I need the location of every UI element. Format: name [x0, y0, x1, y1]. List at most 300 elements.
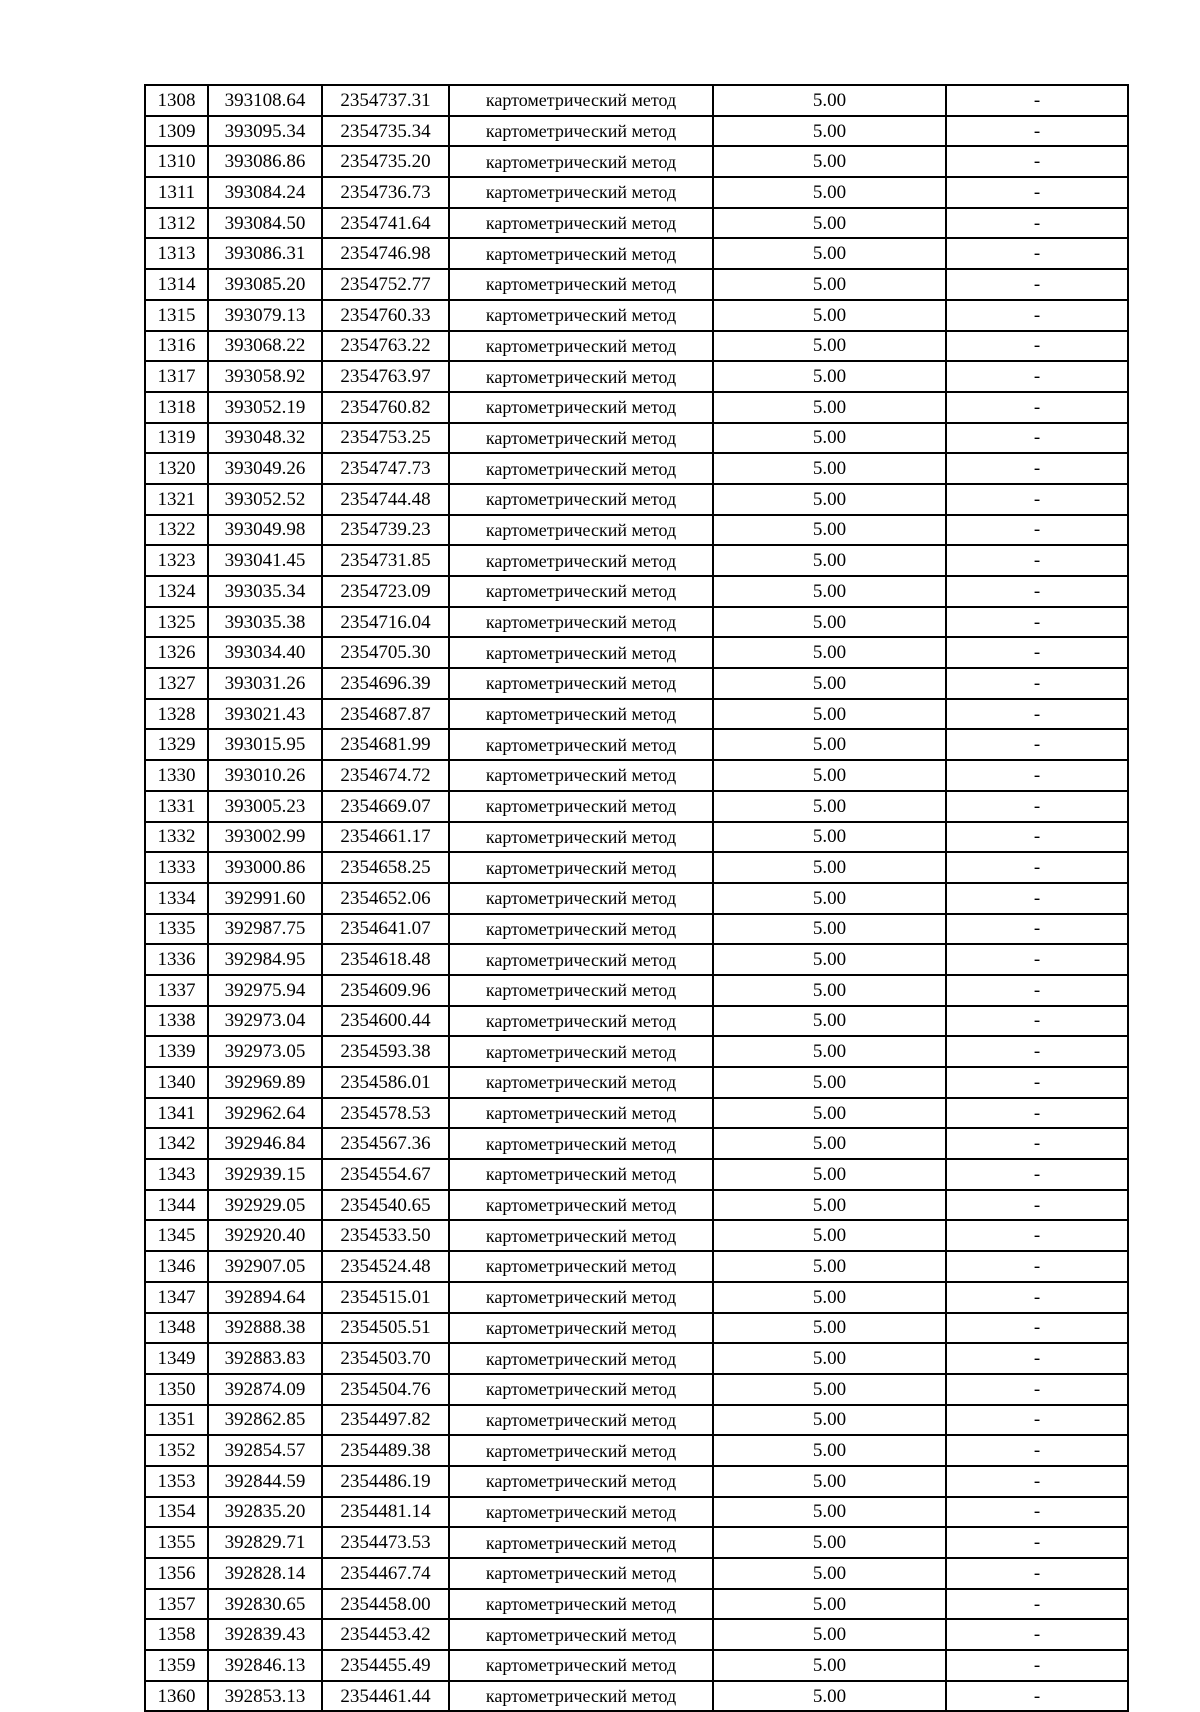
- point-number-cell: 1338: [145, 1006, 208, 1037]
- y-coordinate-cell: 2354524.48: [322, 1251, 449, 1282]
- x-coordinate-cell: 392975.94: [208, 975, 322, 1006]
- accuracy-cell: 5.00: [713, 1036, 946, 1067]
- x-coordinate-cell: 393048.32: [208, 423, 322, 454]
- point-number-cell: 1356: [145, 1558, 208, 1589]
- accuracy-cell: 5.00: [713, 208, 946, 239]
- x-coordinate-cell: 392839.43: [208, 1619, 322, 1650]
- table-row: [145, 1067, 1128, 1098]
- accuracy-cell: 5.00: [713, 269, 946, 300]
- x-coordinate-cell: 392894.64: [208, 1282, 322, 1313]
- table-row: [145, 85, 1128, 116]
- method-cell: картометрический метод: [449, 791, 713, 822]
- table-row: [145, 1313, 1128, 1344]
- accuracy-cell: 5.00: [713, 1619, 946, 1650]
- table-row: [145, 1435, 1128, 1466]
- description-cell: -: [946, 1190, 1128, 1221]
- accuracy-cell: 5.00: [713, 1313, 946, 1344]
- accuracy-cell: 5.00: [713, 85, 946, 116]
- point-number-cell: 1320: [145, 453, 208, 484]
- description-cell: -: [946, 1067, 1128, 1098]
- x-coordinate-cell: 392862.85: [208, 1405, 322, 1436]
- point-number-cell: 1350: [145, 1374, 208, 1405]
- table-row: [145, 668, 1128, 699]
- y-coordinate-cell: 2354652.06: [322, 883, 449, 914]
- accuracy-cell: 5.00: [713, 1006, 946, 1037]
- x-coordinate-cell: 393034.40: [208, 637, 322, 668]
- table-row: [145, 116, 1128, 147]
- table-row: [145, 484, 1128, 515]
- point-number-cell: 1342: [145, 1128, 208, 1159]
- table-row: [145, 1558, 1128, 1589]
- accuracy-cell: 5.00: [713, 1282, 946, 1313]
- table-row: [145, 729, 1128, 760]
- y-coordinate-cell: 2354618.48: [322, 944, 449, 975]
- x-coordinate-cell: 392969.89: [208, 1067, 322, 1098]
- point-number-cell: 1331: [145, 791, 208, 822]
- y-coordinate-cell: 2354641.07: [322, 914, 449, 945]
- method-cell: картометрический метод: [449, 914, 713, 945]
- y-coordinate-cell: 2354737.31: [322, 85, 449, 116]
- table-row: [145, 1036, 1128, 1067]
- x-coordinate-cell: 393084.50: [208, 208, 322, 239]
- point-number-cell: 1359: [145, 1650, 208, 1681]
- method-cell: картометрический метод: [449, 1558, 713, 1589]
- table-row: [145, 1128, 1128, 1159]
- x-coordinate-cell: 392946.84: [208, 1128, 322, 1159]
- table-row: [145, 1282, 1128, 1313]
- accuracy-cell: 5.00: [713, 1466, 946, 1497]
- point-number-cell: 1324: [145, 576, 208, 607]
- x-coordinate-cell: 392973.04: [208, 1006, 322, 1037]
- description-cell: -: [946, 1128, 1128, 1159]
- y-coordinate-cell: 2354747.73: [322, 453, 449, 484]
- method-cell: картометрический метод: [449, 484, 713, 515]
- table-row: [145, 300, 1128, 331]
- description-cell: -: [946, 1619, 1128, 1650]
- y-coordinate-cell: 2354600.44: [322, 1006, 449, 1037]
- x-coordinate-cell: 393079.13: [208, 300, 322, 331]
- point-number-cell: 1348: [145, 1313, 208, 1344]
- point-number-cell: 1352: [145, 1435, 208, 1466]
- table-row: [145, 883, 1128, 914]
- x-coordinate-cell: 393068.22: [208, 331, 322, 362]
- x-coordinate-cell: 393035.34: [208, 576, 322, 607]
- method-cell: картометрический метод: [449, 699, 713, 730]
- description-cell: -: [946, 484, 1128, 515]
- y-coordinate-cell: 2354533.50: [322, 1220, 449, 1251]
- point-number-cell: 1330: [145, 760, 208, 791]
- point-number-cell: 1345: [145, 1220, 208, 1251]
- accuracy-cell: 5.00: [713, 914, 946, 945]
- method-cell: картометрический метод: [449, 975, 713, 1006]
- accuracy-cell: 5.00: [713, 545, 946, 576]
- table-row: [145, 1006, 1128, 1037]
- y-coordinate-cell: 2354731.85: [322, 545, 449, 576]
- x-coordinate-cell: 392830.65: [208, 1589, 322, 1620]
- description-cell: -: [946, 1220, 1128, 1251]
- table-row: [145, 208, 1128, 239]
- x-coordinate-cell: 393005.23: [208, 791, 322, 822]
- y-coordinate-cell: 2354505.51: [322, 1313, 449, 1344]
- description-cell: -: [946, 1589, 1128, 1620]
- x-coordinate-cell: 393015.95: [208, 729, 322, 760]
- table-row: [145, 269, 1128, 300]
- point-number-cell: 1358: [145, 1619, 208, 1650]
- y-coordinate-cell: 2354739.23: [322, 515, 449, 546]
- x-coordinate-cell: 393086.86: [208, 146, 322, 177]
- y-coordinate-cell: 2354669.07: [322, 791, 449, 822]
- x-coordinate-cell: 392962.64: [208, 1098, 322, 1129]
- x-coordinate-cell: 392883.83: [208, 1343, 322, 1374]
- table-row: [145, 177, 1128, 208]
- method-cell: картометрический метод: [449, 1497, 713, 1528]
- y-coordinate-cell: 2354661.17: [322, 822, 449, 853]
- y-coordinate-cell: 2354593.38: [322, 1036, 449, 1067]
- method-cell: картометрический метод: [449, 1343, 713, 1374]
- table-row: [145, 545, 1128, 576]
- table-row: [145, 914, 1128, 945]
- point-number-cell: 1340: [145, 1067, 208, 1098]
- point-number-cell: 1333: [145, 852, 208, 883]
- accuracy-cell: 5.00: [713, 146, 946, 177]
- point-number-cell: 1353: [145, 1466, 208, 1497]
- point-number-cell: 1312: [145, 208, 208, 239]
- description-cell: -: [946, 1098, 1128, 1129]
- y-coordinate-cell: 2354705.30: [322, 637, 449, 668]
- method-cell: картометрический метод: [449, 146, 713, 177]
- x-coordinate-cell: 393035.38: [208, 607, 322, 638]
- point-number-cell: 1323: [145, 545, 208, 576]
- accuracy-cell: 5.00: [713, 331, 946, 362]
- accuracy-cell: 5.00: [713, 1128, 946, 1159]
- x-coordinate-cell: 393084.24: [208, 177, 322, 208]
- method-cell: картометрический метод: [449, 1527, 713, 1558]
- method-cell: картометрический метод: [449, 331, 713, 362]
- point-number-cell: 1355: [145, 1527, 208, 1558]
- table-row: [145, 453, 1128, 484]
- x-coordinate-cell: 393049.98: [208, 515, 322, 546]
- method-cell: картометрический метод: [449, 1681, 713, 1712]
- x-coordinate-cell: 393002.99: [208, 822, 322, 853]
- accuracy-cell: 5.00: [713, 760, 946, 791]
- description-cell: -: [946, 392, 1128, 423]
- point-number-cell: 1316: [145, 331, 208, 362]
- description-cell: -: [946, 852, 1128, 883]
- method-cell: картометрический метод: [449, 300, 713, 331]
- point-number-cell: 1308: [145, 85, 208, 116]
- description-cell: -: [946, 637, 1128, 668]
- accuracy-cell: 5.00: [713, 1343, 946, 1374]
- accuracy-cell: 5.00: [713, 1435, 946, 1466]
- y-coordinate-cell: 2354489.38: [322, 1435, 449, 1466]
- point-number-cell: 1357: [145, 1589, 208, 1620]
- table-row: [145, 760, 1128, 791]
- y-coordinate-cell: 2354486.19: [322, 1466, 449, 1497]
- method-cell: картометрический метод: [449, 116, 713, 147]
- accuracy-cell: 5.00: [713, 1650, 946, 1681]
- table-row: [145, 975, 1128, 1006]
- table-row: [145, 637, 1128, 668]
- method-cell: картометрический метод: [449, 208, 713, 239]
- x-coordinate-cell: 392835.20: [208, 1497, 322, 1528]
- point-number-cell: 1336: [145, 944, 208, 975]
- table-row: [145, 1466, 1128, 1497]
- table-row: [145, 1251, 1128, 1282]
- table-row: [145, 1405, 1128, 1436]
- accuracy-cell: 5.00: [713, 515, 946, 546]
- table-row: [145, 607, 1128, 638]
- table-row: [145, 146, 1128, 177]
- x-coordinate-cell: 392984.95: [208, 944, 322, 975]
- y-coordinate-cell: 2354658.25: [322, 852, 449, 883]
- accuracy-cell: 5.00: [713, 1589, 946, 1620]
- table-row: [145, 822, 1128, 853]
- accuracy-cell: 5.00: [713, 423, 946, 454]
- y-coordinate-cell: 2354458.00: [322, 1589, 449, 1620]
- x-coordinate-cell: 393108.64: [208, 85, 322, 116]
- point-number-cell: 1322: [145, 515, 208, 546]
- description-cell: -: [946, 208, 1128, 239]
- accuracy-cell: 5.00: [713, 1558, 946, 1589]
- accuracy-cell: 5.00: [713, 300, 946, 331]
- y-coordinate-cell: 2354586.01: [322, 1067, 449, 1098]
- table-row: [145, 1190, 1128, 1221]
- method-cell: картометрический метод: [449, 1067, 713, 1098]
- description-cell: -: [946, 331, 1128, 362]
- method-cell: картометрический метод: [449, 269, 713, 300]
- description-cell: -: [946, 1282, 1128, 1313]
- description-cell: -: [946, 177, 1128, 208]
- description-cell: -: [946, 1466, 1128, 1497]
- point-number-cell: 1325: [145, 607, 208, 638]
- x-coordinate-cell: 393031.26: [208, 668, 322, 699]
- description-cell: -: [946, 1343, 1128, 1374]
- y-coordinate-cell: 2354578.53: [322, 1098, 449, 1129]
- point-number-cell: 1344: [145, 1190, 208, 1221]
- method-cell: картометрический метод: [449, 545, 713, 576]
- x-coordinate-cell: 392846.13: [208, 1650, 322, 1681]
- point-number-cell: 1349: [145, 1343, 208, 1374]
- method-cell: картометрический метод: [449, 1036, 713, 1067]
- accuracy-cell: 5.00: [713, 484, 946, 515]
- accuracy-cell: 5.00: [713, 1527, 946, 1558]
- description-cell: -: [946, 116, 1128, 147]
- x-coordinate-cell: 393041.45: [208, 545, 322, 576]
- method-cell: картометрический метод: [449, 1313, 713, 1344]
- accuracy-cell: 5.00: [713, 699, 946, 730]
- table-row: [145, 1527, 1128, 1558]
- method-cell: картометрический метод: [449, 238, 713, 269]
- description-cell: -: [946, 1036, 1128, 1067]
- description-cell: -: [946, 883, 1128, 914]
- y-coordinate-cell: 2354681.99: [322, 729, 449, 760]
- y-coordinate-cell: 2354455.49: [322, 1650, 449, 1681]
- description-cell: -: [946, 545, 1128, 576]
- x-coordinate-cell: 392920.40: [208, 1220, 322, 1251]
- table-row: [145, 392, 1128, 423]
- point-number-cell: 1334: [145, 883, 208, 914]
- y-coordinate-cell: 2354473.53: [322, 1527, 449, 1558]
- y-coordinate-cell: 2354735.20: [322, 146, 449, 177]
- table-row: [145, 1497, 1128, 1528]
- method-cell: картометрический метод: [449, 1650, 713, 1681]
- x-coordinate-cell: 393058.92: [208, 361, 322, 392]
- x-coordinate-cell: 393085.20: [208, 269, 322, 300]
- description-cell: -: [946, 1006, 1128, 1037]
- description-cell: -: [946, 515, 1128, 546]
- table-row: [145, 423, 1128, 454]
- table-row: [145, 361, 1128, 392]
- description-cell: -: [946, 791, 1128, 822]
- table-row: [145, 1220, 1128, 1251]
- x-coordinate-cell: 392829.71: [208, 1527, 322, 1558]
- x-coordinate-cell: 393086.31: [208, 238, 322, 269]
- x-coordinate-cell: 393052.52: [208, 484, 322, 515]
- accuracy-cell: 5.00: [713, 883, 946, 914]
- accuracy-cell: 5.00: [713, 576, 946, 607]
- point-number-cell: 1343: [145, 1159, 208, 1190]
- point-number-cell: 1332: [145, 822, 208, 853]
- point-number-cell: 1321: [145, 484, 208, 515]
- y-coordinate-cell: 2354752.77: [322, 269, 449, 300]
- description-cell: -: [946, 1650, 1128, 1681]
- x-coordinate-cell: 392874.09: [208, 1374, 322, 1405]
- description-cell: -: [946, 576, 1128, 607]
- point-number-cell: 1341: [145, 1098, 208, 1129]
- accuracy-cell: 5.00: [713, 668, 946, 699]
- y-coordinate-cell: 2354741.64: [322, 208, 449, 239]
- accuracy-cell: 5.00: [713, 177, 946, 208]
- point-number-cell: 1318: [145, 392, 208, 423]
- accuracy-cell: 5.00: [713, 1251, 946, 1282]
- point-number-cell: 1354: [145, 1497, 208, 1528]
- method-cell: картометрический метод: [449, 729, 713, 760]
- x-coordinate-cell: 392939.15: [208, 1159, 322, 1190]
- y-coordinate-cell: 2354753.25: [322, 423, 449, 454]
- accuracy-cell: 5.00: [713, 1374, 946, 1405]
- accuracy-cell: 5.00: [713, 607, 946, 638]
- description-cell: -: [946, 1374, 1128, 1405]
- method-cell: картометрический метод: [449, 177, 713, 208]
- x-coordinate-cell: 392853.13: [208, 1681, 322, 1712]
- y-coordinate-cell: 2354567.36: [322, 1128, 449, 1159]
- x-coordinate-cell: 393000.86: [208, 852, 322, 883]
- method-cell: картометрический метод: [449, 607, 713, 638]
- table-row: [145, 1589, 1128, 1620]
- description-cell: -: [946, 729, 1128, 760]
- point-number-cell: 1351: [145, 1405, 208, 1436]
- method-cell: картометрический метод: [449, 1589, 713, 1620]
- method-cell: картометрический метод: [449, 1619, 713, 1650]
- description-cell: -: [946, 1527, 1128, 1558]
- y-coordinate-cell: 2354760.33: [322, 300, 449, 331]
- y-coordinate-cell: 2354716.04: [322, 607, 449, 638]
- y-coordinate-cell: 2354554.67: [322, 1159, 449, 1190]
- method-cell: картометрический метод: [449, 760, 713, 791]
- description-cell: -: [946, 914, 1128, 945]
- method-cell: картометрический метод: [449, 668, 713, 699]
- description-cell: -: [946, 269, 1128, 300]
- table-row: [145, 1343, 1128, 1374]
- y-coordinate-cell: 2354736.73: [322, 177, 449, 208]
- y-coordinate-cell: 2354735.34: [322, 116, 449, 147]
- table-row: [145, 1619, 1128, 1650]
- point-number-cell: 1327: [145, 668, 208, 699]
- accuracy-cell: 5.00: [713, 1067, 946, 1098]
- y-coordinate-cell: 2354687.87: [322, 699, 449, 730]
- description-cell: -: [946, 1681, 1128, 1712]
- coordinates-table-body: [145, 85, 1128, 1711]
- accuracy-cell: 5.00: [713, 1098, 946, 1129]
- table-row: [145, 515, 1128, 546]
- table-row: [145, 944, 1128, 975]
- point-number-cell: 1346: [145, 1251, 208, 1282]
- method-cell: картометрический метод: [449, 1282, 713, 1313]
- y-coordinate-cell: 2354540.65: [322, 1190, 449, 1221]
- x-coordinate-cell: 392907.05: [208, 1251, 322, 1282]
- x-coordinate-cell: 392987.75: [208, 914, 322, 945]
- table-row: [145, 238, 1128, 269]
- accuracy-cell: 5.00: [713, 392, 946, 423]
- y-coordinate-cell: 2354674.72: [322, 760, 449, 791]
- method-cell: картометрический метод: [449, 944, 713, 975]
- point-number-cell: 1328: [145, 699, 208, 730]
- x-coordinate-cell: 393010.26: [208, 760, 322, 791]
- point-number-cell: 1329: [145, 729, 208, 760]
- accuracy-cell: 5.00: [713, 637, 946, 668]
- method-cell: картометрический метод: [449, 392, 713, 423]
- description-cell: -: [946, 975, 1128, 1006]
- method-cell: картометрический метод: [449, 1466, 713, 1497]
- method-cell: картометрический метод: [449, 1405, 713, 1436]
- point-number-cell: 1311: [145, 177, 208, 208]
- description-cell: -: [946, 1558, 1128, 1589]
- description-cell: -: [946, 944, 1128, 975]
- method-cell: картометрический метод: [449, 423, 713, 454]
- method-cell: картометрический метод: [449, 1098, 713, 1129]
- accuracy-cell: 5.00: [713, 822, 946, 853]
- point-number-cell: 1317: [145, 361, 208, 392]
- description-cell: -: [946, 1435, 1128, 1466]
- method-cell: картометрический метод: [449, 1251, 713, 1282]
- y-coordinate-cell: 2354515.01: [322, 1282, 449, 1313]
- description-cell: -: [946, 423, 1128, 454]
- accuracy-cell: 5.00: [713, 453, 946, 484]
- x-coordinate-cell: 392854.57: [208, 1435, 322, 1466]
- y-coordinate-cell: 2354609.96: [322, 975, 449, 1006]
- point-number-cell: 1314: [145, 269, 208, 300]
- accuracy-cell: 5.00: [713, 361, 946, 392]
- description-cell: -: [946, 822, 1128, 853]
- description-cell: -: [946, 300, 1128, 331]
- method-cell: картометрический метод: [449, 1128, 713, 1159]
- y-coordinate-cell: 2354744.48: [322, 484, 449, 515]
- x-coordinate-cell: 393052.19: [208, 392, 322, 423]
- x-coordinate-cell: 392844.59: [208, 1466, 322, 1497]
- description-cell: -: [946, 668, 1128, 699]
- point-number-cell: 1339: [145, 1036, 208, 1067]
- y-coordinate-cell: 2354746.98: [322, 238, 449, 269]
- y-coordinate-cell: 2354760.82: [322, 392, 449, 423]
- method-cell: картометрический метод: [449, 361, 713, 392]
- table-row: [145, 1159, 1128, 1190]
- table-row: [145, 331, 1128, 362]
- accuracy-cell: 5.00: [713, 238, 946, 269]
- coordinates-table: [144, 84, 1129, 1712]
- point-number-cell: 1315: [145, 300, 208, 331]
- table-row: [145, 852, 1128, 883]
- accuracy-cell: 5.00: [713, 729, 946, 760]
